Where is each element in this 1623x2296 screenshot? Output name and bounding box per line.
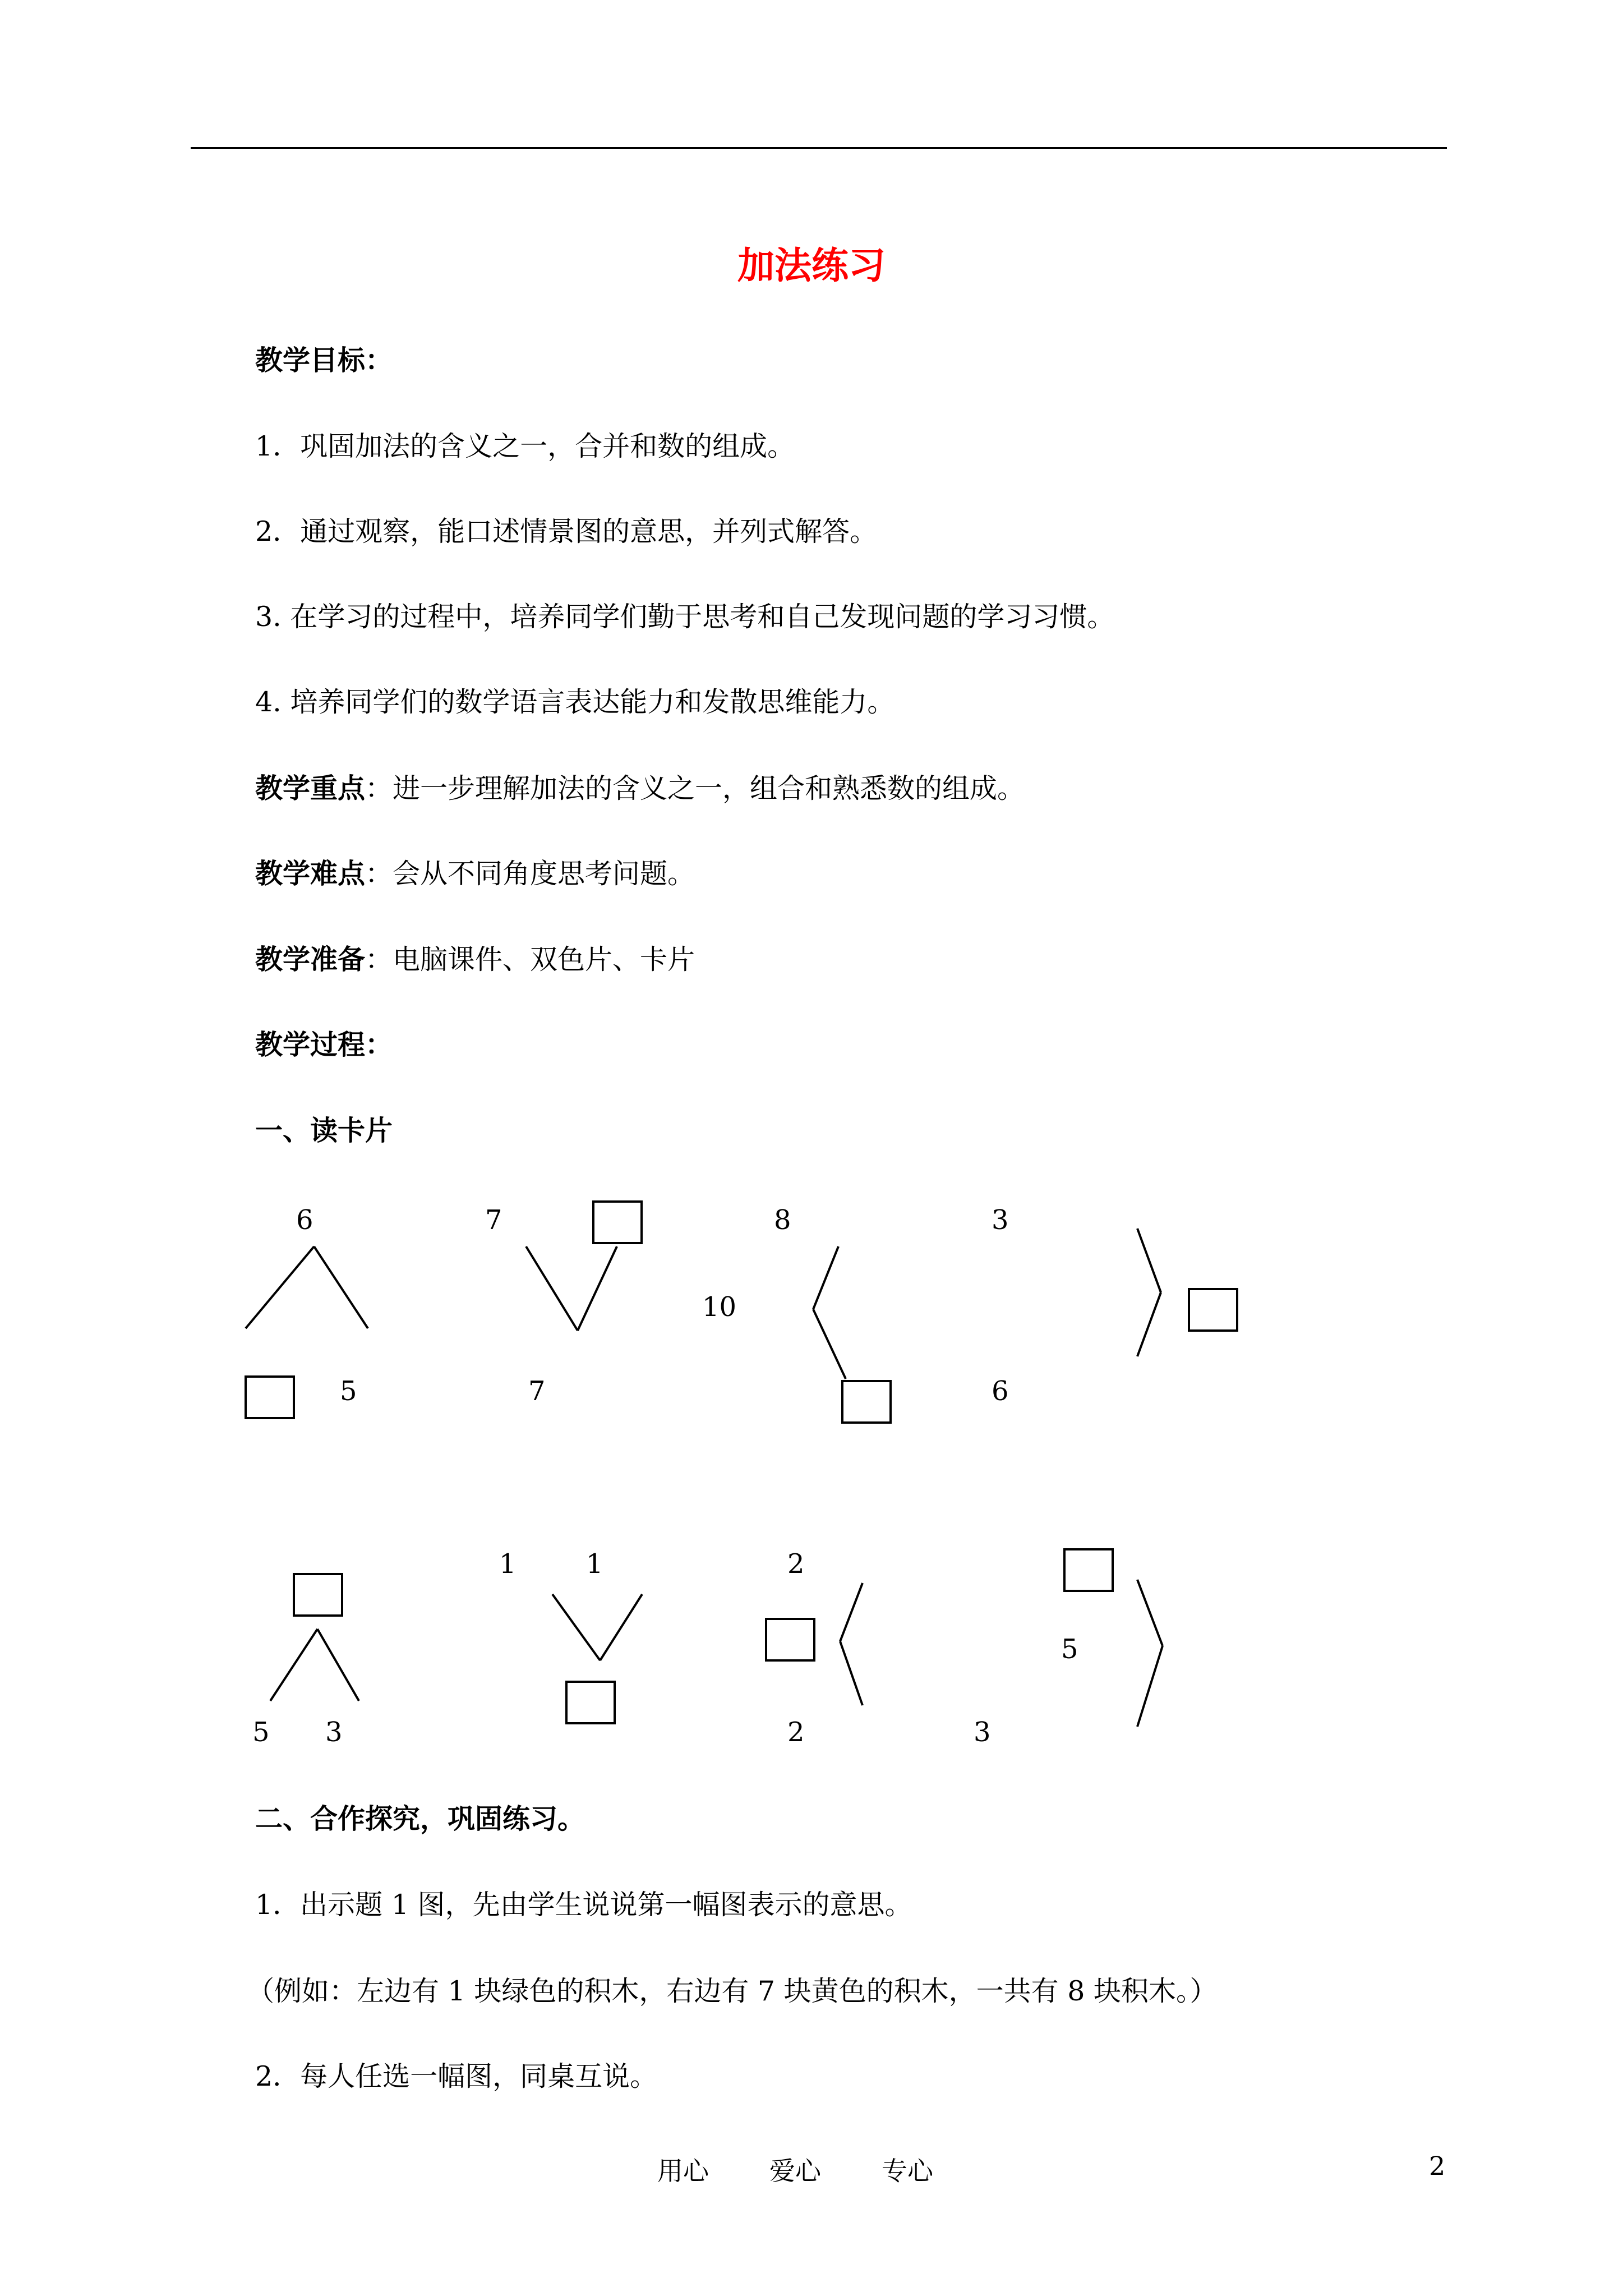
section2-example: （例如：左边有 1 块绿色的积木，右边有 7 块黄色的积木，一共有 8 块积木。） (247, 1975, 1218, 2007)
difficulty-label: 教学难点 (255, 857, 366, 890)
card1-left-line (246, 1246, 314, 1328)
process-heading: 教学过程： (255, 1028, 393, 1061)
card1-blank-box (245, 1375, 295, 1419)
card3-whole-number: 10 (702, 1291, 737, 1323)
card2-blank-box (592, 1200, 643, 1244)
card3-lower-line (813, 1309, 846, 1379)
card7-blank-box (765, 1618, 815, 1662)
card5-right-line (317, 1629, 359, 1701)
card6-blank-box (565, 1681, 616, 1724)
card4-top-number: 3 (992, 1204, 1009, 1236)
section2-item-1: 1．出示题 1 图，先由学生说说第一幅图表示的意思。 (255, 1889, 912, 1921)
preparation-text: ：电脑课件、双色片、卡片 (365, 944, 695, 976)
card2-bottom-number: 7 (528, 1375, 546, 1407)
card3-upper-line (813, 1246, 838, 1309)
card4-upper-line (1137, 1228, 1161, 1292)
card8-middle-number: 5 (1061, 1634, 1078, 1665)
card6-right-number: 1 (586, 1548, 603, 1580)
key-point-text: ：进一步理解加法的含义之一，组合和熟悉数的组成。 (365, 772, 1025, 804)
page-number: 2 (1429, 2151, 1446, 2181)
card1-top-number: 6 (296, 1204, 313, 1236)
card6-left-number: 1 (499, 1548, 517, 1580)
card5-left-line (270, 1629, 317, 1701)
card7-bottom-number: 2 (787, 1717, 805, 1748)
preparation-label: 教学准备 (255, 943, 366, 976)
footer-motto-1: 用心 (657, 2156, 709, 2186)
section2-item-2: 2．每人任选一幅图，同桌互说。 (255, 2060, 658, 2092)
card2-left-line (526, 1246, 578, 1331)
section2-heading: 二、合作探究，巩固练习。 (255, 1802, 585, 1835)
footer-motto-3: 专心 (882, 2156, 933, 2186)
card3-blank-box (841, 1380, 892, 1424)
objective-item-3: 3. 在学习的过程中，培养同学们勤于思考和自己发现问题的学习习惯。 (255, 601, 1115, 633)
card2-left-number: 7 (485, 1204, 502, 1236)
card8-lower-line (1137, 1646, 1163, 1727)
card2-right-line (578, 1246, 617, 1331)
objective-item-2: 2．通过观察，能口述情景图的意思，并列式解答。 (255, 516, 878, 547)
card5-left-number: 5 (252, 1717, 270, 1748)
section1-heading: 一、读卡片 (255, 1114, 393, 1147)
footer-motto-2: 爱心 (769, 2156, 821, 2186)
card6-right-line (600, 1594, 642, 1660)
card4-bottom-number: 6 (992, 1375, 1009, 1407)
card7-top-number: 2 (787, 1548, 805, 1580)
card6-left-line (552, 1594, 600, 1660)
card1-right-number: 5 (340, 1375, 357, 1407)
card8-upper-line (1137, 1580, 1163, 1646)
card4-lower-line (1137, 1292, 1161, 1356)
objective-item-1: 1．巩固加法的含义之一，合并和数的组成。 (255, 430, 795, 462)
card1-right-line (314, 1246, 368, 1328)
card8-blank-box (1063, 1548, 1114, 1592)
card3-top-number: 8 (774, 1204, 791, 1236)
card5-blank-box (293, 1573, 343, 1617)
card4-blank-box (1188, 1288, 1238, 1332)
objectives-heading: 教学目标： (255, 344, 393, 376)
card7-lower-line (840, 1641, 863, 1705)
card7-upper-line (840, 1583, 863, 1641)
card8-bottom-number: 3 (974, 1717, 991, 1748)
page-title: 加法练习 (737, 243, 886, 287)
card5-right-number: 3 (325, 1717, 343, 1748)
key-point-label: 教学重点 (255, 772, 366, 804)
objective-item-4: 4. 培养同学们的数学语言表达能力和发散思维能力。 (255, 686, 895, 718)
difficulty-text: ：会从不同角度思考问题。 (365, 858, 695, 890)
